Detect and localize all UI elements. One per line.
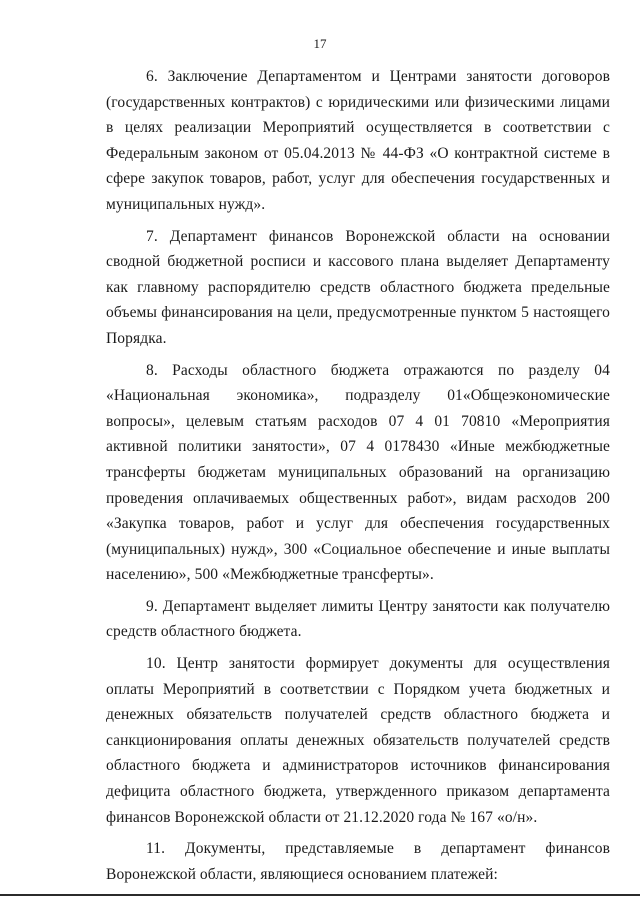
page-bottom-rule (0, 894, 640, 896)
paragraph-10: 10. Центр занятости формирует документы для осуществления оплаты Мероприятий в соответствии с Порядком учета бюджетных и денежных обязательств получателей средств областного бюджета и санкционирования оплаты денежных обязательств получателей средств областного бюджета и администраторов источников финансирования дефицита областного бюджета, утвержденного приказом департамента финансов Воронежской области от 21.12.2020 года № 167 «о/н». (106, 655, 610, 826)
paragraph-6: 6. Заключение Департаментом и Центрами занятости договоров (государственных контрактов) с юридическими или физическими лицами в целях реализации Мероприятий осуществляется в соответствии с Федеральным законом от 05.04.2013 № 44-ФЗ «О контрактной системе в сфере закупок товаров, работ, услуг для обеспечения государственных и муниципальных нужд». (106, 68, 610, 213)
paragraph-9: 9. Департамент выделяет лимиты Центру занятости как получателю средств областного бюджета. (106, 597, 610, 641)
paragraph-11: 11. Документы, представляемые в департамент финансов Воронежской области, являющиеся основанием платежей: (106, 840, 610, 883)
paragraph-8: 8. Расходы областного бюджета отражаются по разделу 04 «Национальная экономика», подразделу 01«Общеэкономические вопросы», целевым статьям расходов 07 4 01 70810 «Мероприятия активной политики занятости», 07 4 0178430 «Иные межбюджетные трансферты бюджетам муниципальных образований на организацию проведения оплачиваемых общественных работ», видам расходов 200 «Закупка товаров, работ и услуг для обеспечения государственных (муниципальных) нужд», 300 «Социальное обеспечение и иные выплаты населению», 500 «Межбюджетные трансферты». (106, 361, 610, 584)
page-number: 17 (313, 36, 327, 51)
paragraph-7: 7. Департамент финансов Воронежской области на основании сводной бюджетной росписи и кассового плана выделяет Департаменту как главному распорядителю средств областного бюджета предельные объемы финансирования на цели, предусмотренные пунктом 5 настоящего Порядка. (106, 227, 610, 347)
document-body (106, 64, 610, 887)
